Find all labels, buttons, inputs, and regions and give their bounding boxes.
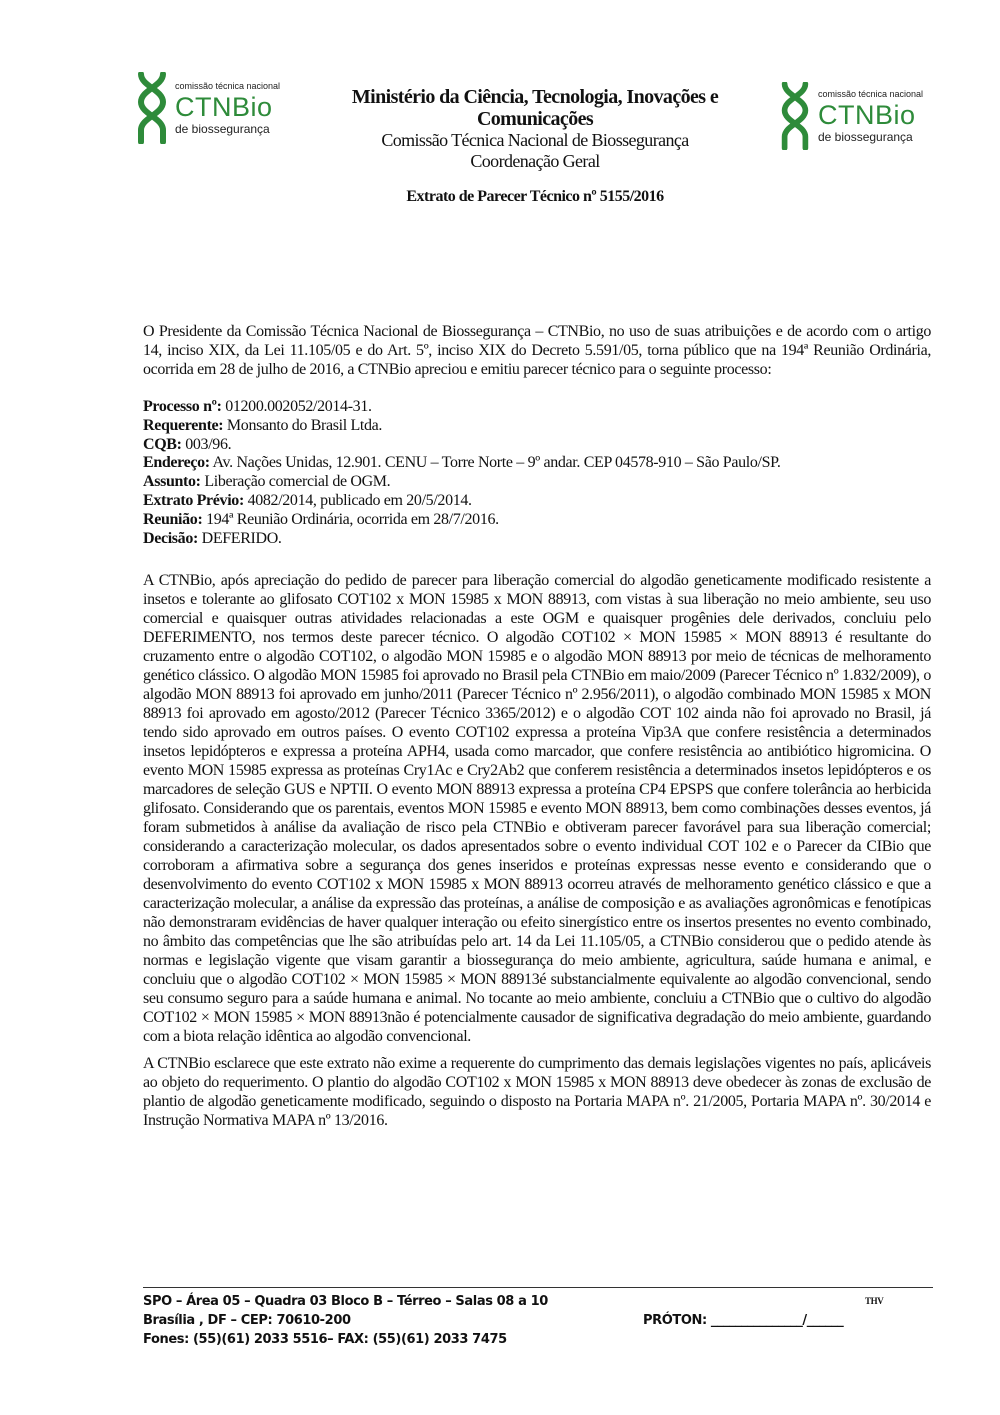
detail-cqb: CQB: 003/96. bbox=[143, 435, 232, 453]
body-paragraph-2: A CTNBio esclarece que este extrato não exime a requerente do cumprimento das demais legislações vigentes no país, aplicáveis ao objeto do requerimento. O plantio do algodão COT102 x MON 15985 x MON 88913 deve obedecer às zonas de exclusão de plantio de algodão geneticamente modificado, seguindo o disposto na Portaria MAPA nº. 21/2005, Portaria MAPA nº. 30/2014 e Instrução Normativa MAPA nº 13/2016. bbox=[143, 1055, 931, 1130]
commission-name: Comissão Técnica Nacional de Biossegurança bbox=[381, 130, 689, 150]
ctnbio-logo-left bbox=[135, 72, 280, 144]
logo-sub-text: de biossegurança bbox=[175, 121, 270, 136]
footer-phones: Fones: (55)(61) 2033 5516– FAX: (55)(61) 2033 7475 bbox=[143, 1332, 507, 1347]
ctnbio-logo-right bbox=[778, 82, 923, 150]
ministry-line-2: Comunicações bbox=[476, 108, 594, 130]
logo-small-text: comissão técnica nacional bbox=[818, 88, 924, 99]
logo-brand: CTNBio bbox=[818, 99, 916, 130]
document-header bbox=[300, 86, 770, 172]
footer-address-line-1: SPO – Área 05 – Quadra 03 Bloco B – Térreo – Salas 08 a 10 bbox=[143, 1294, 548, 1309]
detail-decisao: Decisão: DEFERIDO. bbox=[143, 529, 282, 547]
logo-brand: CTNBio bbox=[175, 91, 273, 122]
footer-address bbox=[143, 1292, 548, 1349]
footer-proton: PRÓTON: _______________/______ bbox=[643, 1313, 844, 1328]
body-paragraph-1: A CTNBio, após apreciação do pedido de parecer para liberação comercial do algodão geneticamente modificado resistente a insetos e tolerante ao glifosato COT102 x MON 15985 x MON 88913, com vistas à sua liberação no meio ambiente, seu uso comercial e quaisquer outras atividades relacionadas a este OGM e quaisquer progênies dele derivados, concluiu pelo DEFERIMENTO, nos termos deste parecer técnico. O algodão COT102 × MON 15985 × MON 88913 é resultante do cruzamento entre o algodão COT102, o algodão MON 15985 e o algodão MON 88913 por meio de técnicas de melhoramento genético clássico. O algodão MON 15985 foi aprovado no Brasil pela CTNBio em maio/2009 (Parecer Técnico nº 1.832/2009), o algodão MON 88913 foi aprovado em junho/2011 (Parecer Técnico nº 2.956/2011), o algodão combinado MON 15985 x MON 88913 foi aprovado em agosto/2012 (Parecer Técnico 3365/2012) e o algodão COT 102 ainda não foi aprovado no Brasil, já tendo sido aprovado em outros países. O evento COT102 expressa a proteína Vip3A que confere resistência a determinados insetos lepidópteros e expressa a proteína APH4, usada como marcador, que confere resistência ao antibiótico higromicina. O evento MON 15985 expressa as proteínas Cry1Ac e Cry2Ab2 que conferem resistência a determinados insetos lepidópteros e os marcadores de seleção GUS e NPTII. O evento MON 88913 expressa a proteína CP4 EPSPS que confere tolerância ao herbicida glifosato. Considerando que os parentais, eventos MON 15985 e evento MON 88913, bem como combinações desses eventos, já foram submetidos à análise da avaliação de risco pela CTNBio e obtiveram parecer favorável para sua liberação comercial; considerando a caracterização molecular, os dados apresentados sobre o evento individual COT 102 e o Parecer da CIBio que corroboram a afirmativa sobre a segurança dos genes inseridos e proteínas expressas nesse evento e considerando que o desenvolvimento do evento COT102 x MON 15985 x MON 88913 ocorreu através de melhoramento genético clássico e que a caracterização molecular, a análise da expressão das proteínas, a análise de composição e as avaliações agronômicas e fenotípicas não demonstraram evidências de haver qualquer interação ou efeito sinergístico entre os insertos presentes no evento combinado, no âmbito das competências que lhe são atribuídas pelo art. 14 da Lei 11.105/05, a CTNBio considerou que o pedido atende às normas e legislação vigente que visam garantir a biossegurança do meio ambiente, agricultura, saúde humana e animal, e concluiu que o algodão COT102 × MON 15985 × MON 88913é substancialmente equivalente ao algodão convencional, sendo seu consumo seguro para a saúde humana e animal. No tocante ao meio ambiente, concluiu a CTNBio que o cultivo do algodão COT102 × MON 15985 × MON 88913não é potencialmente causador de significativa degradação do meio ambiente, guardando com a biota relação idêntica ao algodão convencional. bbox=[143, 572, 931, 1046]
extrato-title: Extrato de Parecer Técnico nº 5155/2016 bbox=[406, 188, 664, 205]
detail-requerente: Requerente: Monsanto do Brasil Ltda. bbox=[143, 416, 383, 434]
coordination-name: Coordenação Geral bbox=[470, 151, 600, 171]
footer-thv: THV bbox=[865, 1296, 884, 1306]
logo-small-text: comissão técnica nacional bbox=[175, 80, 281, 91]
dna-helix-icon bbox=[135, 72, 169, 144]
intro-paragraph: O Presidente da Comissão Técnica Nacional de Biossegurança – CTNBio, no uso de suas atribuições e de acordo com o artigo 14, inciso XIX, da Lei 11.105/05 e do Art. 5º, inciso XIX do Decreto 5.591/05, torna público que na 194ª Reunião Ordinária, ocorrida em 28 de julho de 2016, a CTNBio apreciou e emitiu parecer técnico para o seguinte processo: bbox=[143, 323, 931, 378]
detail-reuniao: Reunião: 194ª Reunião Ordinária, ocorrida em 28/7/2016. bbox=[143, 510, 499, 528]
footer-address-line-2: Brasília , DF – CEP: 70610-200 bbox=[143, 1313, 351, 1328]
logo-sub-text: de biossegurança bbox=[818, 129, 913, 144]
detail-endereco: Endereço: Av. Nações Unidas, 12.901. CENU – Torre Norte – 9º andar. CEP 04578-910 – São Paulo/SP. bbox=[143, 454, 781, 472]
detail-assunto: Assunto: Liberação comercial de OGM. bbox=[143, 473, 391, 491]
ministry-line-1: Ministério da Ciência, Tecnologia, Inovações e bbox=[351, 86, 719, 108]
dna-helix-icon bbox=[778, 82, 812, 150]
process-details bbox=[143, 398, 931, 548]
detail-extrato-previo: Extrato Prévio: 4082/2014, publicado em 20/5/2014. bbox=[143, 491, 472, 509]
detail-processo: Processo nº: 01200.002052/2014-31. bbox=[143, 398, 372, 415]
document-footer bbox=[143, 1287, 933, 1347]
document-body bbox=[143, 322, 931, 1130]
